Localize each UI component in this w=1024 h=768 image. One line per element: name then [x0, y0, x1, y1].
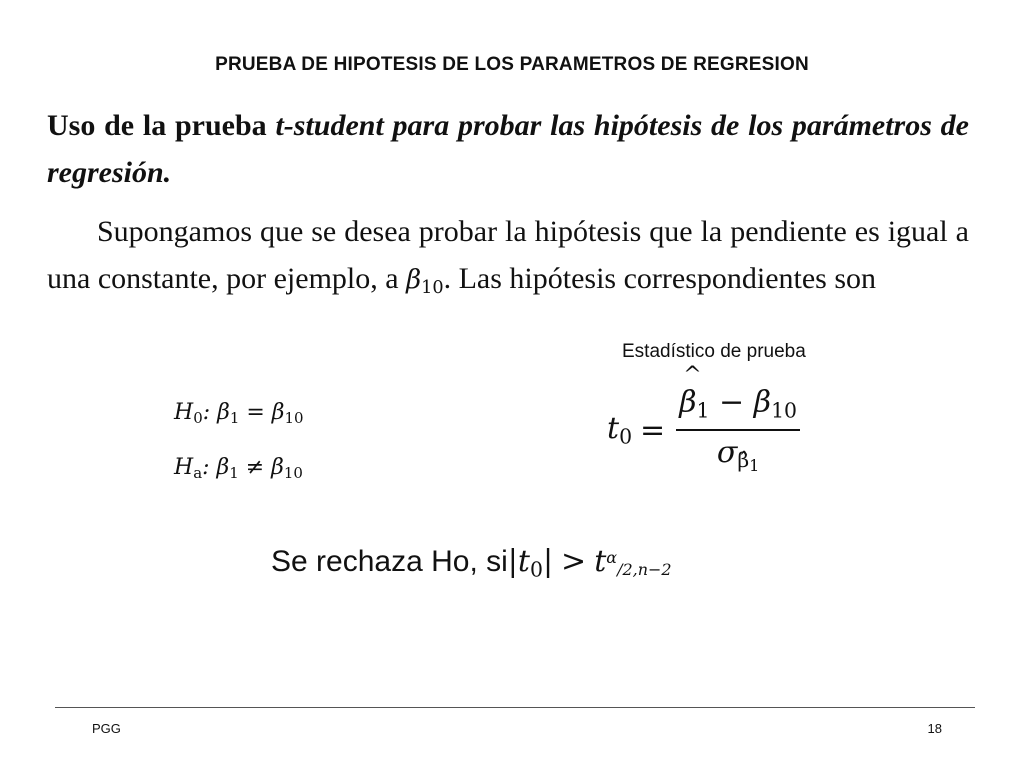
critical-t: t	[594, 544, 607, 579]
abs-close: |	[542, 544, 554, 579]
t-statistic-formula	[607, 385, 801, 475]
t-subscript: 0	[619, 425, 633, 450]
sigma-symbol: σ	[716, 434, 738, 470]
paragraph-part2: . Las hipótesis correspondientes son	[443, 262, 877, 295]
beta-hat-symbol: ^ β	[679, 385, 696, 420]
minus-beta: − β	[709, 385, 772, 420]
critical-subscript: /2,n−2	[617, 560, 672, 579]
test-statistic-label: Estadístico de prueba	[622, 341, 806, 362]
t-symbol: t	[607, 411, 620, 447]
alternative-hypothesis	[174, 455, 303, 482]
ha-relation: ≠ β	[238, 455, 284, 480]
sigma-sub-beta-hat: β̂	[737, 448, 750, 473]
critical-value	[594, 544, 671, 579]
greater-than: >	[561, 544, 587, 579]
rejection-text: Se rechaza Ho, si	[271, 545, 508, 578]
h0-symbol: H	[174, 400, 194, 425]
fraction-denominator	[717, 431, 759, 476]
h0-beta: : β	[202, 400, 230, 425]
rejection-rule	[271, 544, 672, 582]
ha-beta: : β	[202, 455, 230, 480]
beta-symbol: β	[406, 265, 422, 295]
ha-symbol: H	[174, 455, 194, 480]
beta10-subscript: 10	[771, 398, 798, 423]
abs-subscript: 0	[529, 557, 543, 582]
sigma-subscript	[737, 448, 760, 476]
heading-lead: Uso de la prueba	[47, 109, 276, 142]
page-number: 18	[927, 721, 942, 736]
h0-relation: = β	[239, 400, 285, 425]
beta-hat-subscript: 1	[696, 398, 710, 423]
ha-beta-subscript: 1	[229, 464, 239, 483]
null-hypothesis	[174, 400, 304, 427]
sigma-sub-sub: 1	[749, 456, 760, 476]
abs-open: |t	[507, 544, 530, 579]
slide-title: PRUEBA DE HIPOTESIS DE LOS PARAMETROS DE REGRESION	[215, 54, 809, 75]
footer-divider	[55, 707, 975, 708]
abs-t0	[508, 544, 553, 582]
fraction-numerator	[675, 385, 801, 429]
paragraph-part1: Supongamos que se desea probar la hipótesis que la pendiente es igual a una constante, por ejemplo, a	[47, 215, 969, 295]
slide-heading	[47, 102, 969, 196]
h0-beta-subscript: 1	[229, 409, 240, 428]
footer-author: PGG	[92, 721, 121, 736]
ha-subscript: a	[193, 464, 203, 483]
equals-sign: =	[640, 412, 666, 448]
h0-subscript: 0	[193, 409, 203, 428]
intro-paragraph	[47, 208, 969, 312]
heading-italic: t-student para probar las hipótesis de los parámetros de regresión.	[47, 109, 969, 189]
ha-rhs-subscript: 10	[283, 464, 303, 483]
beta10-symbol	[406, 265, 444, 298]
beta-subscript: 10	[421, 277, 444, 298]
alpha-symbol: α	[606, 548, 618, 567]
t0-symbol	[607, 411, 632, 449]
fraction	[675, 385, 801, 475]
h0-rhs-subscript: 10	[284, 409, 304, 428]
